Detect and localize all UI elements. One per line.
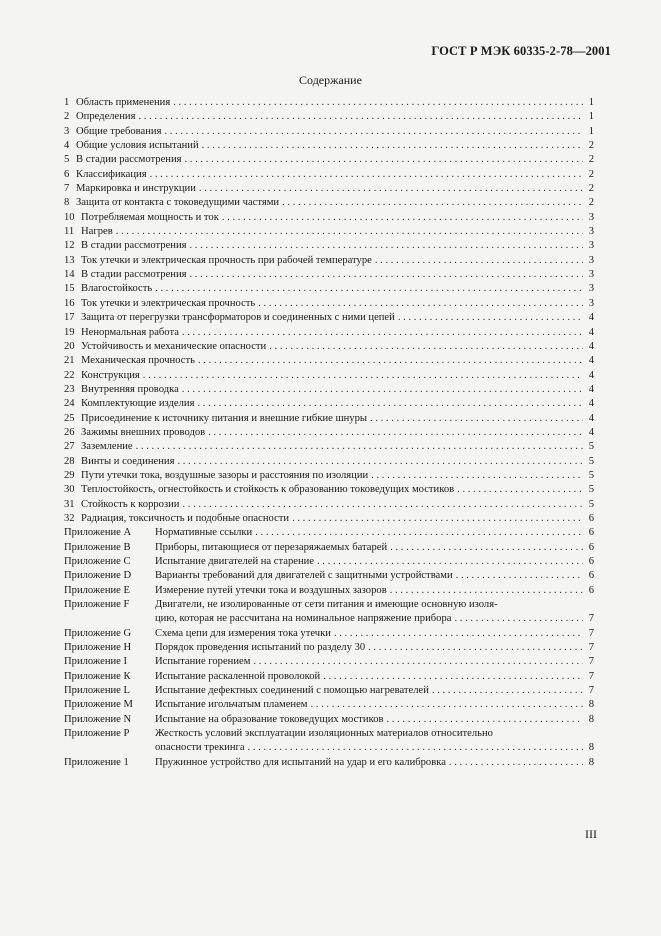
toc-entry-title: Нормативные ссылки: [155, 527, 253, 539]
toc-leader-dots: [190, 239, 584, 253]
toc-leader-dots: [173, 96, 583, 110]
toc-entry-title: Комплектующие изделия: [81, 398, 195, 410]
toc-entry-page: 5: [588, 455, 594, 467]
toc-entry-page: 1: [588, 111, 594, 123]
toc-entry: [64, 684, 594, 698]
document-header: ГОСТ Р МЭК 60335-2-78—2001: [431, 44, 611, 58]
toc-entry-title: цию, которая не рассчитана на номинальное напряжение прибора: [155, 613, 452, 625]
toc-entry-page: 8: [588, 699, 594, 711]
toc-entry-number: Приложение М: [64, 699, 133, 711]
toc-entry-number: 13: [64, 254, 75, 266]
toc-entry: [64, 670, 594, 684]
toc-entry-number: 23: [64, 383, 75, 395]
toc-entry-number: Приложение В: [64, 541, 131, 553]
toc-entry: [64, 455, 594, 469]
toc-entry: [64, 498, 594, 512]
toc-entry-title: Общие условия испытаний: [76, 140, 199, 152]
toc-entry-title: Влагостойкость: [81, 283, 153, 295]
toc-entry-title: Схема цепи для измерения тока утечки: [155, 627, 331, 639]
toc-entry-title: Двигатели, не изолированные от сети питания и имеющие основную изоля-: [155, 599, 498, 611]
toc-entry: [64, 555, 594, 569]
toc-entry-number: 25: [64, 412, 75, 424]
toc-entry: [64, 612, 594, 626]
toc-leader-dots: [334, 627, 583, 641]
toc-entry: [64, 526, 594, 540]
toc-entry-title: Общие требования: [76, 125, 162, 137]
toc-entry-title: Область применения: [76, 97, 171, 108]
toc-leader-dots: [208, 426, 583, 440]
toc-entry: [64, 584, 594, 598]
toc-entry-number: 24: [64, 398, 75, 410]
toc-entry-page: 6: [588, 570, 594, 582]
toc-leader-dots: [454, 612, 583, 626]
toc-entry-number: 3: [64, 125, 70, 137]
toc-leader-dots: [182, 326, 583, 340]
toc-entry-title: Внутренняя проводка: [81, 383, 179, 395]
toc-leader-dots: [116, 225, 583, 239]
toc-entry-title: Приборы, питающиеся от перезаряжаемых батарей: [155, 541, 388, 553]
toc-entry-number: Приложение 1: [64, 756, 129, 768]
toc-entry-page: 6: [588, 556, 594, 567]
toc-entry-page: 3: [588, 226, 594, 238]
toc-entry-title: Пути утечки тока, воздушные зазоры и расстояния по изоляции: [81, 469, 369, 481]
toc-entry: [64, 727, 594, 741]
toc-entry: [64, 340, 594, 354]
toc-entry-page: 3: [588, 283, 594, 295]
toc-entry-page: 5: [588, 484, 594, 496]
toc-entry-number: Приложение Н: [64, 642, 132, 654]
toc-leader-dots: [292, 512, 583, 526]
toc-leader-dots: [198, 354, 583, 368]
toc-entry-number: 31: [64, 498, 75, 510]
toc-entry-page: 4: [588, 340, 594, 352]
toc-entry-number: Приложение Р: [64, 728, 130, 740]
toc-entry: [64, 282, 594, 296]
toc-entry-page: 2: [588, 140, 594, 152]
toc-entry: [64, 254, 594, 268]
toc-leader-dots: [164, 125, 583, 139]
toc-entry-number: 26: [64, 426, 75, 438]
toc-entry-page: 1: [588, 97, 594, 108]
toc-entry: [64, 153, 594, 167]
toc-leader-dots: [449, 756, 583, 770]
toc-leader-dots: [323, 670, 583, 684]
toc-entry-title: Варианты требований для двигателей с защитными устройствами: [155, 570, 453, 582]
toc-entry-title: Испытание раскаленной проволокой: [155, 670, 321, 682]
toc-entry-title: Испытание на образование токоведущих мостиков: [155, 713, 384, 725]
toc-entry-page: 8: [588, 756, 594, 768]
toc-entry-page: 7: [588, 642, 594, 654]
toc-leader-dots: [182, 383, 583, 397]
toc-entry-number: 2: [64, 111, 70, 123]
toc-entry: [64, 756, 594, 770]
toc-leader-dots: [368, 641, 583, 655]
toc-entry-title: Устойчивость и механические опасности: [81, 340, 267, 352]
toc-entry-number: Приложение А: [64, 527, 132, 539]
toc-entry-title: Порядок проведения испытаний по разделу 30: [155, 642, 366, 654]
toc-entry-page: 4: [588, 355, 594, 367]
toc-entry: [64, 641, 594, 655]
toc-entry-number: Приложение С: [64, 556, 131, 567]
toc-entry-number: 11: [64, 226, 75, 238]
toc-entry-page: 7: [588, 670, 594, 682]
toc-leader-dots: [398, 311, 583, 325]
toc-entry-page: 7: [588, 627, 594, 639]
toc-entry: [64, 211, 594, 225]
toc-entry-page: 7: [588, 685, 594, 697]
toc-entry-number: 10: [64, 211, 75, 223]
toc-entry: [64, 125, 594, 139]
toc-entry: [64, 297, 594, 311]
toc-entry-page: 4: [588, 383, 594, 395]
toc-entry-page: 4: [588, 412, 594, 424]
toc-entry: [64, 655, 594, 669]
toc-leader-dots: [255, 526, 583, 540]
toc-leader-dots: [155, 282, 583, 296]
toc-entry: [64, 412, 594, 426]
toc-entry-page: 6: [588, 512, 594, 524]
toc-entry-page: 3: [588, 254, 594, 266]
toc-leader-dots: [258, 297, 583, 311]
toc-entry-number: 1: [64, 97, 70, 108]
toc-entry: [64, 239, 594, 253]
toc-leader-dots: [150, 168, 583, 182]
toc-entry: [64, 168, 594, 182]
toc-leader-dots: [456, 569, 583, 583]
toc-entry-title: опасности трекинга: [155, 742, 245, 754]
toc-entry: [64, 426, 594, 440]
toc-entry-page: 1: [588, 125, 594, 137]
toc-entry-page: 6: [588, 541, 594, 553]
toc-entry-number: 12: [64, 240, 75, 252]
toc-leader-dots: [222, 211, 583, 225]
toc-entry-title: Ненормальная работа: [81, 326, 179, 338]
toc-entry-title: Теплостойкость, огнестойкость и стойкость к образованию токоведущих мостиков: [81, 484, 455, 496]
toc-leader-dots: [138, 110, 583, 124]
toc-entry: [64, 397, 594, 411]
toc-entry: [64, 569, 594, 583]
toc-entry-number: 29: [64, 469, 75, 481]
toc-entry: [64, 139, 594, 153]
toc-leader-dots: [432, 684, 583, 698]
toc-leader-dots: [197, 397, 583, 411]
toc-leader-dots: [185, 153, 584, 167]
toc-entry-number: 15: [64, 283, 75, 295]
toc-leader-dots: [375, 254, 583, 268]
toc-entry: [64, 369, 594, 383]
toc-entry: [64, 440, 594, 454]
toc-entry-number: 14: [64, 269, 75, 281]
toc-entry-number: 27: [64, 441, 75, 453]
toc-entry-page: 4: [588, 398, 594, 410]
toc-entry-title: Присоединение к источнику питания и внешние гибкие шнуры: [81, 412, 368, 424]
toc-entry-number: Приложение I: [64, 656, 128, 668]
toc-entry-title: Испытание игольчатым пламенем: [155, 699, 308, 711]
toc-entry-page: 5: [588, 441, 594, 453]
toc-entry-title: Ток утечки и электрическая прочность: [81, 297, 256, 309]
toc-entry-page: 4: [588, 326, 594, 338]
toc-entry: [64, 741, 594, 755]
toc-entry-number: 28: [64, 455, 75, 467]
toc-entry: [64, 225, 594, 239]
toc-leader-dots: [143, 369, 583, 383]
toc-entry-title: Винты и соединения: [81, 455, 175, 467]
toc-entry-number: 20: [64, 340, 75, 352]
toc-leader-dots: [177, 455, 583, 469]
toc-entry-title: Стойкость к коррозии: [81, 498, 180, 510]
toc-entry-number: Приложение G: [64, 627, 132, 639]
toc-entry-page: 3: [588, 240, 594, 252]
toc-entry-title: Пружинное устройство для испытаний на удар и его калибровка: [155, 756, 446, 768]
toc-entry-title: Защита от контакта с токоведущими частями: [76, 197, 280, 209]
toc-leader-dots: [248, 741, 583, 755]
toc-entry-page: 4: [588, 426, 594, 438]
toc-leader-dots: [390, 541, 583, 555]
toc-entry-number: 7: [64, 183, 70, 195]
toc-entry-number: 30: [64, 484, 75, 496]
toc-entry-page: 6: [588, 584, 594, 596]
toc-entry-number: 21: [64, 355, 75, 367]
toc-entry-page: 2: [588, 154, 594, 166]
toc-entry: [64, 311, 594, 325]
toc-leader-dots: [317, 555, 583, 569]
toc-entry-title: Потребляемая мощность и ток: [81, 211, 219, 223]
toc-entry-title: Конструкция: [81, 369, 140, 381]
toc-entry: [64, 196, 594, 210]
toc-entry: [64, 383, 594, 397]
toc-entry-page: 5: [588, 498, 594, 510]
toc-leader-dots: [253, 655, 583, 669]
toc-entry-page: 2: [588, 168, 594, 180]
toc-entry-title: Защита от перегрузки трансформаторов и соединенных с ними цепей: [81, 312, 395, 324]
toc-entry-title: Испытание дефектных соединений с помощью нагревателей: [155, 685, 429, 697]
toc-entry-page: 8: [588, 742, 594, 754]
toc-entry: [64, 627, 594, 641]
toc-entry-number: Приложение F: [64, 599, 130, 611]
toc-entry-number: 5: [64, 154, 70, 166]
toc-entry: [64, 354, 594, 368]
toc-leader-dots: [371, 469, 583, 483]
toc-entry-page: 3: [588, 297, 594, 309]
toc-entry: [64, 512, 594, 526]
toc-entry-title: Испытание двигателей на старение: [155, 556, 314, 567]
toc-entry: [64, 469, 594, 483]
toc-entry-number: 4: [64, 140, 70, 152]
toc-entry-title: Механическая прочность: [81, 355, 195, 367]
toc-entry-title: Определения: [76, 111, 136, 123]
table-of-contents: [64, 96, 594, 770]
toc-entry-title: Нагрев: [81, 226, 113, 238]
toc-leader-dots: [182, 498, 583, 512]
toc-entry-number: 22: [64, 369, 75, 381]
toc-entry-number: 6: [64, 168, 70, 180]
page-title: Содержание: [299, 73, 362, 87]
toc-leader-dots: [190, 268, 584, 282]
toc-leader-dots: [457, 483, 583, 497]
toc-entry-number: 32: [64, 512, 75, 524]
toc-entry: [64, 713, 594, 727]
toc-entry-number: Приложение D: [64, 570, 132, 582]
toc-entry-number: Приложение Е: [64, 584, 130, 596]
toc-entry-title: Заземление: [81, 441, 133, 453]
toc-entry-title: Радиация, токсичность и подобные опасности: [81, 512, 290, 524]
toc-entry-page: 3: [588, 211, 594, 223]
toc-entry: [64, 96, 594, 110]
toc-entry-page: 6: [588, 527, 594, 539]
toc-entry-number: Приложение L: [64, 685, 130, 697]
toc-entry-title: Классификация: [76, 168, 147, 180]
toc-leader-dots: [390, 584, 583, 598]
toc-entry-page: 5: [588, 469, 594, 481]
toc-leader-dots: [370, 412, 583, 426]
toc-entry-page: 8: [588, 713, 594, 725]
toc-entry-title: Маркировка и инструкции: [76, 183, 196, 195]
toc-entry-title: В стадии рассмотрения: [81, 269, 187, 281]
toc-entry-page: 7: [588, 613, 594, 625]
toc-entry-title: В стадии рассмотрения: [81, 240, 187, 252]
toc-entry-number: 8: [64, 197, 70, 209]
toc-leader-dots: [269, 340, 583, 354]
toc-entry: [64, 698, 594, 712]
toc-entry: [64, 268, 594, 282]
toc-leader-dots: [202, 139, 583, 153]
toc-leader-dots: [387, 713, 584, 727]
toc-entry-title: Измерение путей утечки тока и воздушных зазоров: [155, 584, 387, 596]
toc-entry-number: Приложение К: [64, 670, 131, 682]
toc-leader-dots: [311, 698, 583, 712]
toc-entry: [64, 483, 594, 497]
toc-entry-page: 2: [588, 183, 594, 195]
toc-entry-page: 2: [588, 197, 594, 209]
toc-entry-number: Приложение N: [64, 713, 132, 725]
toc-leader-dots: [136, 440, 583, 454]
toc-entry: [64, 326, 594, 340]
toc-entry-title: В стадии рассмотрения: [76, 154, 182, 166]
toc-entry-page: 4: [588, 312, 594, 324]
toc-entry: [64, 541, 594, 555]
toc-leader-dots: [199, 182, 583, 196]
toc-entry-number: 17: [64, 312, 75, 324]
page-number: III: [585, 827, 597, 841]
toc-entry-number: 16: [64, 297, 75, 309]
toc-leader-dots: [282, 196, 583, 210]
toc-entry-title: Испытание горением: [155, 656, 251, 668]
toc-entry-page: 3: [588, 269, 594, 281]
toc-entry: [64, 182, 594, 196]
toc-entry-page: 7: [588, 656, 594, 668]
toc-entry-page: 4: [588, 369, 594, 381]
toc-entry: [64, 110, 594, 124]
toc-entry-title: Жесткость условий эксплуатации изоляционных материалов относительно: [155, 728, 493, 740]
toc-entry-number: 19: [64, 326, 75, 338]
toc-entry: [64, 598, 594, 612]
toc-entry-title: Зажимы внешних проводов: [81, 426, 206, 438]
toc-entry-title: Ток утечки и электрическая прочность при рабочей температуре: [81, 254, 372, 266]
